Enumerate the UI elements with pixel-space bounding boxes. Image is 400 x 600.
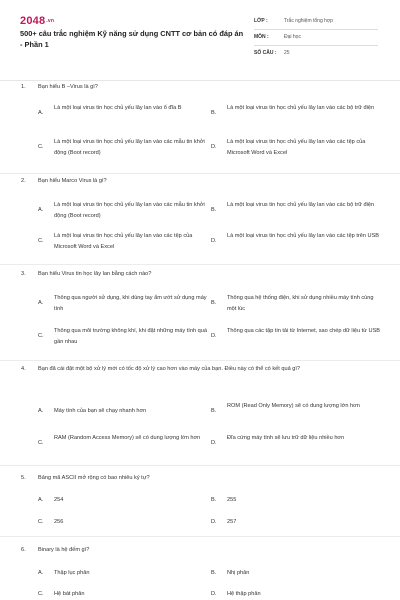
option-letter: D.	[211, 144, 217, 150]
option-text: 255	[227, 497, 237, 503]
option-text: Máy tính của bạn sẽ chạy nhanh hơn	[54, 408, 147, 414]
meta-value: Trắc nghiệm tổng hợp	[284, 18, 333, 24]
question-text: Bạn hiểu Marco Virus là gì?	[38, 178, 107, 184]
option-letter: B.	[211, 110, 217, 116]
question-text: Bạn đã cài đặt một bộ xử lý mới có tốc độ xử lý cao hơn vào máy của bạn. Điều này có thể có kết quả gì?	[38, 366, 301, 372]
option-text: Là một loại virus tin học chủ yếu lây lan vào các bộ trữ điện	[227, 202, 375, 208]
option-text: Là một loại virus tin học chủ yếu lây lan vào các mẫu tin khởi động (Boot record)	[54, 202, 205, 219]
option-text: Là một loại virus tin học chủ yếu lây lan vào các mẫu tin khởi động (Boot record)	[54, 139, 205, 156]
meta-row-class	[254, 14, 378, 30]
question-6	[0, 536, 400, 600]
option-text: Là một loại virus tin học chủ yếu lây lan vào các tệp của Microsoft Word và Excel	[227, 139, 366, 156]
option-text: Là một loại virus tin học chủ yếu lây lan vào các tệp của Microsoft Word và Excel	[54, 233, 193, 250]
question-number: 4.	[21, 366, 26, 372]
option-letter: A.	[38, 497, 44, 503]
option-text: Thập lục phân	[54, 570, 90, 576]
option-letter: D.	[211, 519, 217, 525]
question-number: 5.	[21, 475, 26, 481]
question-text: Binary là hệ đếm gì?	[38, 547, 90, 553]
option-letter: B.	[211, 408, 217, 414]
meta-value: Đại học	[284, 34, 301, 40]
option-text: Hệ thập phân	[227, 591, 261, 597]
option-text: 257	[227, 519, 237, 525]
option-letter: A.	[38, 570, 44, 576]
option-text: ROM (Read Only Memory) sẽ có dung lượng lớn hơn	[227, 403, 360, 409]
option-letter: A.	[38, 110, 44, 116]
option-letter: C.	[38, 591, 44, 597]
option-letter: C.	[38, 519, 44, 525]
page-title: 500+ câu trắc nghiệm Kỹ năng sử dụng CNTT cơ bản có đáp án - Phần 1	[20, 29, 244, 49]
question-4	[0, 360, 400, 465]
option-letter: A.	[38, 300, 44, 306]
question-text: Bảng mã ASCII mở rộng có bao nhiêu ký tự?	[38, 475, 150, 481]
option-letter: B.	[211, 300, 217, 306]
option-letter: C.	[38, 144, 44, 150]
page-header	[0, 0, 400, 80]
option-text: Nhị phân	[227, 570, 250, 576]
option-text: Là một loại virus tin học chủ yếu lây lan vào các tệp trên USB	[227, 233, 380, 239]
option-letter: C.	[38, 440, 44, 446]
option-letter: D.	[211, 440, 217, 446]
option-text: Thông qua người sử dụng, khi dùng tay ẩm ướt sử dụng máy tính	[54, 295, 207, 312]
option-text: RAM (Random Access Memory) sẽ có dung lượng lớn hơn	[54, 435, 201, 441]
option-letter: A.	[38, 408, 44, 414]
meta-row-subject	[254, 30, 378, 46]
meta-value: 25	[284, 50, 290, 56]
option-letter: C.	[38, 238, 44, 244]
question-3	[0, 264, 400, 360]
question-number: 3.	[21, 271, 26, 277]
meta-key: MÔN :	[254, 34, 269, 40]
question-5	[0, 465, 400, 536]
meta-key: SỐ CÂU :	[254, 50, 277, 56]
site-logo[interactable]	[20, 15, 54, 27]
option-text: Thông qua hệ thống điện, khi sử dụng nhiều máy tính cùng một lúc	[227, 295, 374, 312]
question-number: 6.	[21, 547, 26, 553]
option-letter: D.	[211, 591, 217, 597]
option-text: Đĩa cứng máy tính sẽ lưu trữ dữ liệu nhiều hơn	[227, 435, 345, 441]
meta-table	[254, 14, 378, 61]
option-letter: B.	[211, 497, 217, 503]
logo-text: 2048	[20, 15, 46, 27]
question-text: Bạn hiểu Virus tin học lây lan bằng cách nào?	[38, 271, 152, 277]
option-letter: D.	[211, 333, 217, 339]
option-letter: A.	[38, 207, 44, 213]
question-1	[0, 80, 400, 172]
option-letter: B.	[211, 207, 217, 213]
option-text: Thông qua các tập tin tải từ Internet, sao chép dữ liệu từ USB	[227, 328, 381, 334]
option-text: 256	[54, 519, 64, 525]
question-number: 2.	[21, 178, 26, 184]
option-text: Thông qua môi trường không khí, khi đặt những máy tính quá gần nhau	[54, 328, 207, 345]
option-text: Là một loại virus tin học chủ yếu lây lan vào ổ đĩa B	[54, 105, 182, 111]
option-letter: B.	[211, 570, 217, 576]
question-text: Bạn hiểu B –Virus là gì?	[38, 84, 98, 90]
question-number: 1.	[21, 84, 26, 90]
option-letter: C.	[38, 333, 44, 339]
meta-row-count	[254, 46, 378, 61]
option-letter: D.	[211, 238, 217, 244]
option-text: Là một loại virus tin học chủ yếu lây lan vào các bộ trữ điện	[227, 105, 375, 111]
option-text: 254	[54, 497, 64, 503]
option-text: Hệ bát phân	[54, 591, 85, 597]
question-2	[0, 173, 400, 264]
meta-key: LỚP :	[254, 18, 268, 24]
logo-domain: .vn	[46, 18, 55, 24]
